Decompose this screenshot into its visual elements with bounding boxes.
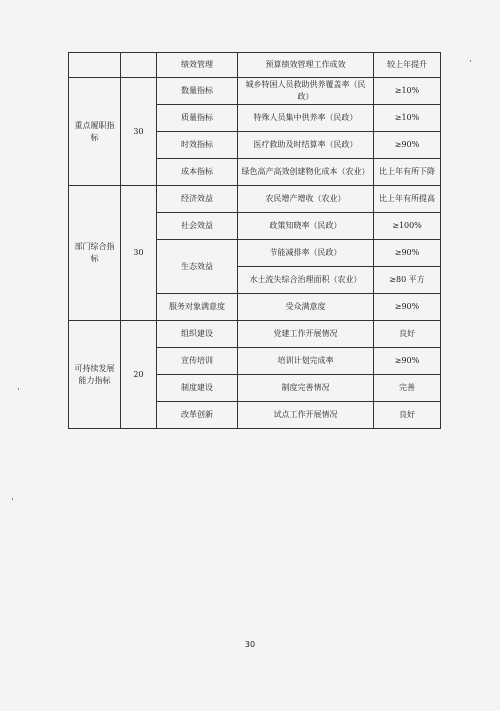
table-cell-subcategory: 服务对象满意度 <box>157 294 238 321</box>
table-cell-category <box>69 53 121 78</box>
table-cell-indicator: 节能减排率（民政） <box>238 240 374 267</box>
scan-speck <box>12 498 13 500</box>
table-cell-indicator: 医疗救助及时结算率（民政） <box>238 132 374 159</box>
table-cell-indicator: 城乡特困人员救助供养覆盖率（民政） <box>238 78 374 105</box>
table-cell-subcategory: 改革创新 <box>157 402 238 429</box>
table-cell-category: 部门综合指标 <box>69 186 121 321</box>
table-cell-indicator: 预算绩效管理工作成效 <box>238 53 374 78</box>
table-cell-target: 完善 <box>374 375 441 402</box>
table-cell-subcategory: 宣传培训 <box>157 348 238 375</box>
table-cell-category: 可持续发展能力指标 <box>69 321 121 429</box>
indicator-table <box>68 52 441 429</box>
table-cell-subcategory: 社会效益 <box>157 213 238 240</box>
table-cell-subcategory: 组织建设 <box>157 321 238 348</box>
table-row <box>69 53 441 78</box>
scan-speck <box>470 60 471 62</box>
table-cell-target: ≥90% <box>374 294 441 321</box>
table-cell-subcategory: 绩效管理 <box>157 53 238 78</box>
table-cell-target: ≥80 平方 <box>374 267 441 294</box>
table-cell-target: 比上年有所下降 <box>374 159 441 186</box>
table-cell-target: ≥90% <box>374 348 441 375</box>
table-cell-subcategory: 质量指标 <box>157 105 238 132</box>
table-cell-indicator: 水土流失综合治理面积（农业） <box>238 267 374 294</box>
table-row <box>69 78 441 105</box>
page-number: 30 <box>244 640 256 649</box>
table-cell-subcategory: 生态效益 <box>157 240 238 294</box>
table-cell-subcategory: 时效指标 <box>157 132 238 159</box>
table-cell-indicator: 农民增产增收（农业） <box>238 186 374 213</box>
table-cell-target: ≥10% <box>374 78 441 105</box>
table-cell-weight <box>121 53 157 78</box>
table-cell-weight: 20 <box>121 321 157 429</box>
table-cell-subcategory: 经济效益 <box>157 186 238 213</box>
table-cell-weight: 30 <box>121 186 157 321</box>
table-cell-target: 比上年有所提高 <box>374 186 441 213</box>
table-row <box>69 186 441 213</box>
table-cell-indicator: 特殊人员集中供养率（民政） <box>238 105 374 132</box>
table-cell-indicator: 培训计划完成率 <box>238 348 374 375</box>
table-cell-indicator: 绿色高产高效创建物化成本（农业） <box>238 159 374 186</box>
table-cell-subcategory: 成本指标 <box>157 159 238 186</box>
table-cell-indicator: 制度完善情况 <box>238 375 374 402</box>
scan-speck <box>18 388 19 390</box>
table-row <box>69 321 441 348</box>
table-cell-indicator: 政策知晓率（民政） <box>238 213 374 240</box>
table-cell-target: ≥100% <box>374 213 441 240</box>
table-cell-target: ≥90% <box>374 240 441 267</box>
table-cell-indicator: 受众满意度 <box>238 294 374 321</box>
table-cell-indicator: 党建工作开展情况 <box>238 321 374 348</box>
table-cell-category: 重点履职指标 <box>69 78 121 186</box>
table-cell-target: ≥90% <box>374 132 441 159</box>
table-cell-subcategory: 制度建设 <box>157 375 238 402</box>
table-cell-target: 良好 <box>374 321 441 348</box>
table-cell-subcategory: 数量指标 <box>157 78 238 105</box>
table-cell-target: 较上年提升 <box>374 53 441 78</box>
table-cell-target: ≥10% <box>374 105 441 132</box>
table-cell-weight: 30 <box>121 78 157 186</box>
table-cell-target: 良好 <box>374 402 441 429</box>
table-cell-indicator: 试点工作开展情况 <box>238 402 374 429</box>
